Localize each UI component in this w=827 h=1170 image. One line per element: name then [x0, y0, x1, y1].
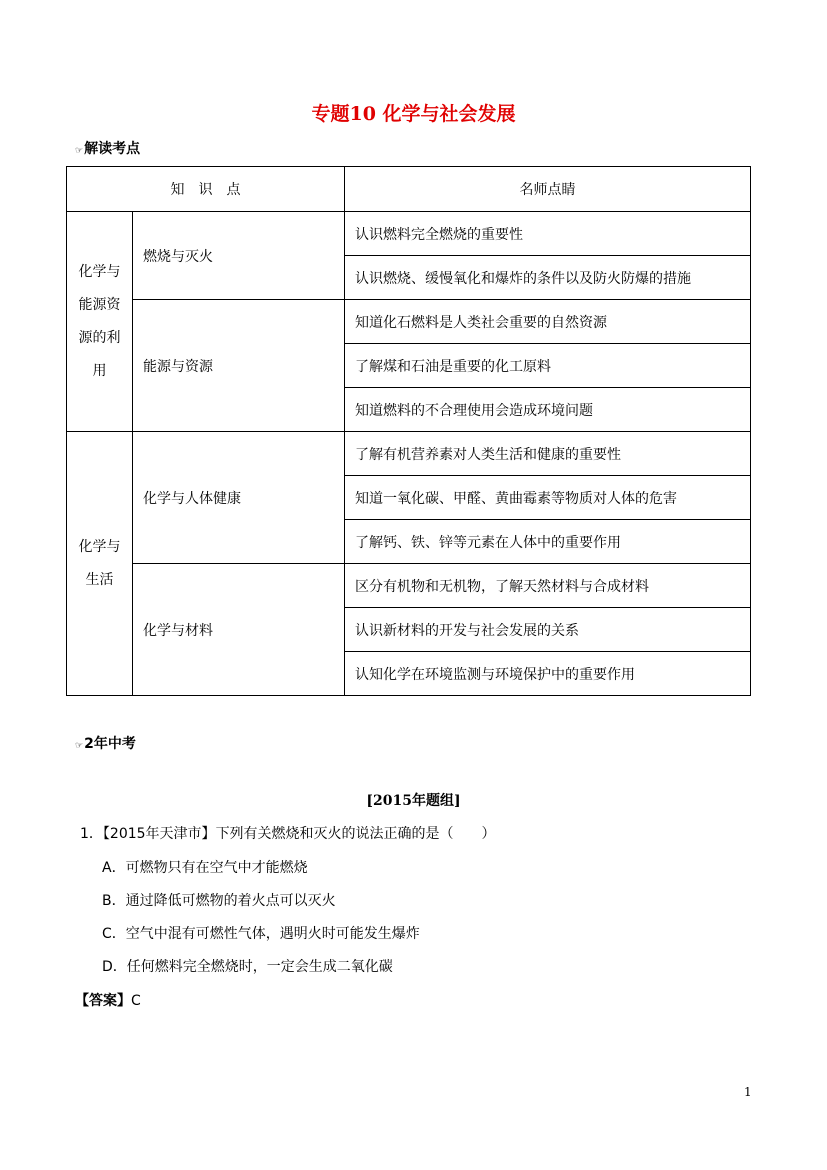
point-cell: 了解煤和石油是重要的化工原料: [345, 344, 751, 388]
point-cell: 知道一氧化碳、甲醛、黄曲霉素等物质对人体的危害: [345, 476, 751, 520]
question-stem: [80, 823, 496, 843]
answer-value: C: [131, 993, 141, 1009]
header-tips: 名师点睛: [345, 167, 751, 212]
point-cell: 知道燃料的不合理使用会造成环境问题: [345, 388, 751, 432]
point-cell: 了解钙、铁、锌等元素在人体中的重要作用: [345, 520, 751, 564]
question-source: 【2015年天津市】: [102, 826, 216, 842]
question-text: 下列有关燃烧和灭火的说法正确的是（ ）: [215, 826, 496, 842]
group-cell: [67, 212, 133, 432]
table-row: [67, 432, 751, 476]
knowledge-table: [66, 166, 751, 696]
topic-cell: 化学与材料: [133, 564, 345, 696]
group-line: 生活: [85, 571, 114, 588]
table-row: [67, 212, 751, 256]
group-line: 化学与: [78, 263, 121, 280]
question-number: 1．: [80, 826, 103, 842]
table-row: [67, 564, 751, 608]
answer-label: 【答案】: [75, 993, 131, 1009]
table-header-row: [67, 167, 751, 212]
section-heading-exams: [75, 733, 136, 753]
group-cell: [67, 432, 133, 696]
answer-line: [75, 990, 141, 1010]
page-number: 1: [744, 1085, 752, 1099]
point-cell: 认识新材料的开发与社会发展的关系: [345, 608, 751, 652]
point-cell: 区分有机物和无机物，了解天然材料与合成材料: [345, 564, 751, 608]
section-label: 解读考点: [84, 141, 141, 157]
point-cell: 知道化石燃料是人类社会重要的自然资源: [345, 300, 751, 344]
option-d: D．任何燃料完全燃烧时，一定会生成二氧化碳: [102, 959, 393, 975]
topic-cell: 燃烧与灭火: [133, 212, 345, 300]
section-heading-interpretation: [75, 138, 140, 158]
option-b: B．通过降低可燃物的着火点可以灭火: [102, 893, 336, 909]
point-cell: 认知化学在环境监测与环境保护中的重要作用: [345, 652, 751, 696]
group-line: 用: [92, 362, 107, 379]
topic-cell: 能源与资源: [133, 300, 345, 432]
question-group-title: [2015年题组]: [366, 793, 461, 809]
table-row: [67, 300, 751, 344]
pointing-hand-icon: ☞: [75, 146, 84, 156]
topic-cell: 化学与人体健康: [133, 432, 345, 564]
header-knowledge: 知 识 点: [67, 167, 345, 212]
point-cell: 了解有机营养素对人类生活和健康的重要性: [345, 432, 751, 476]
option-c: C．空气中混有可燃性气体，遇明火时可能发生爆炸: [102, 926, 420, 942]
section-label: 2年中考: [84, 736, 136, 752]
group-line: 化学与: [78, 538, 121, 555]
group-line: 能源资: [78, 296, 121, 313]
point-cell: 认识燃料完全燃烧的重要性: [345, 212, 751, 256]
pointing-hand-icon: ☞: [75, 741, 84, 751]
group-line: 源的利: [78, 329, 121, 346]
point-cell: 认识燃烧、缓慢氧化和爆炸的条件以及防火防爆的措施: [345, 256, 751, 300]
option-a: A．可燃物只有在空气中才能燃烧: [102, 860, 308, 876]
page-title: 专题10 化学与社会发展: [311, 103, 516, 125]
